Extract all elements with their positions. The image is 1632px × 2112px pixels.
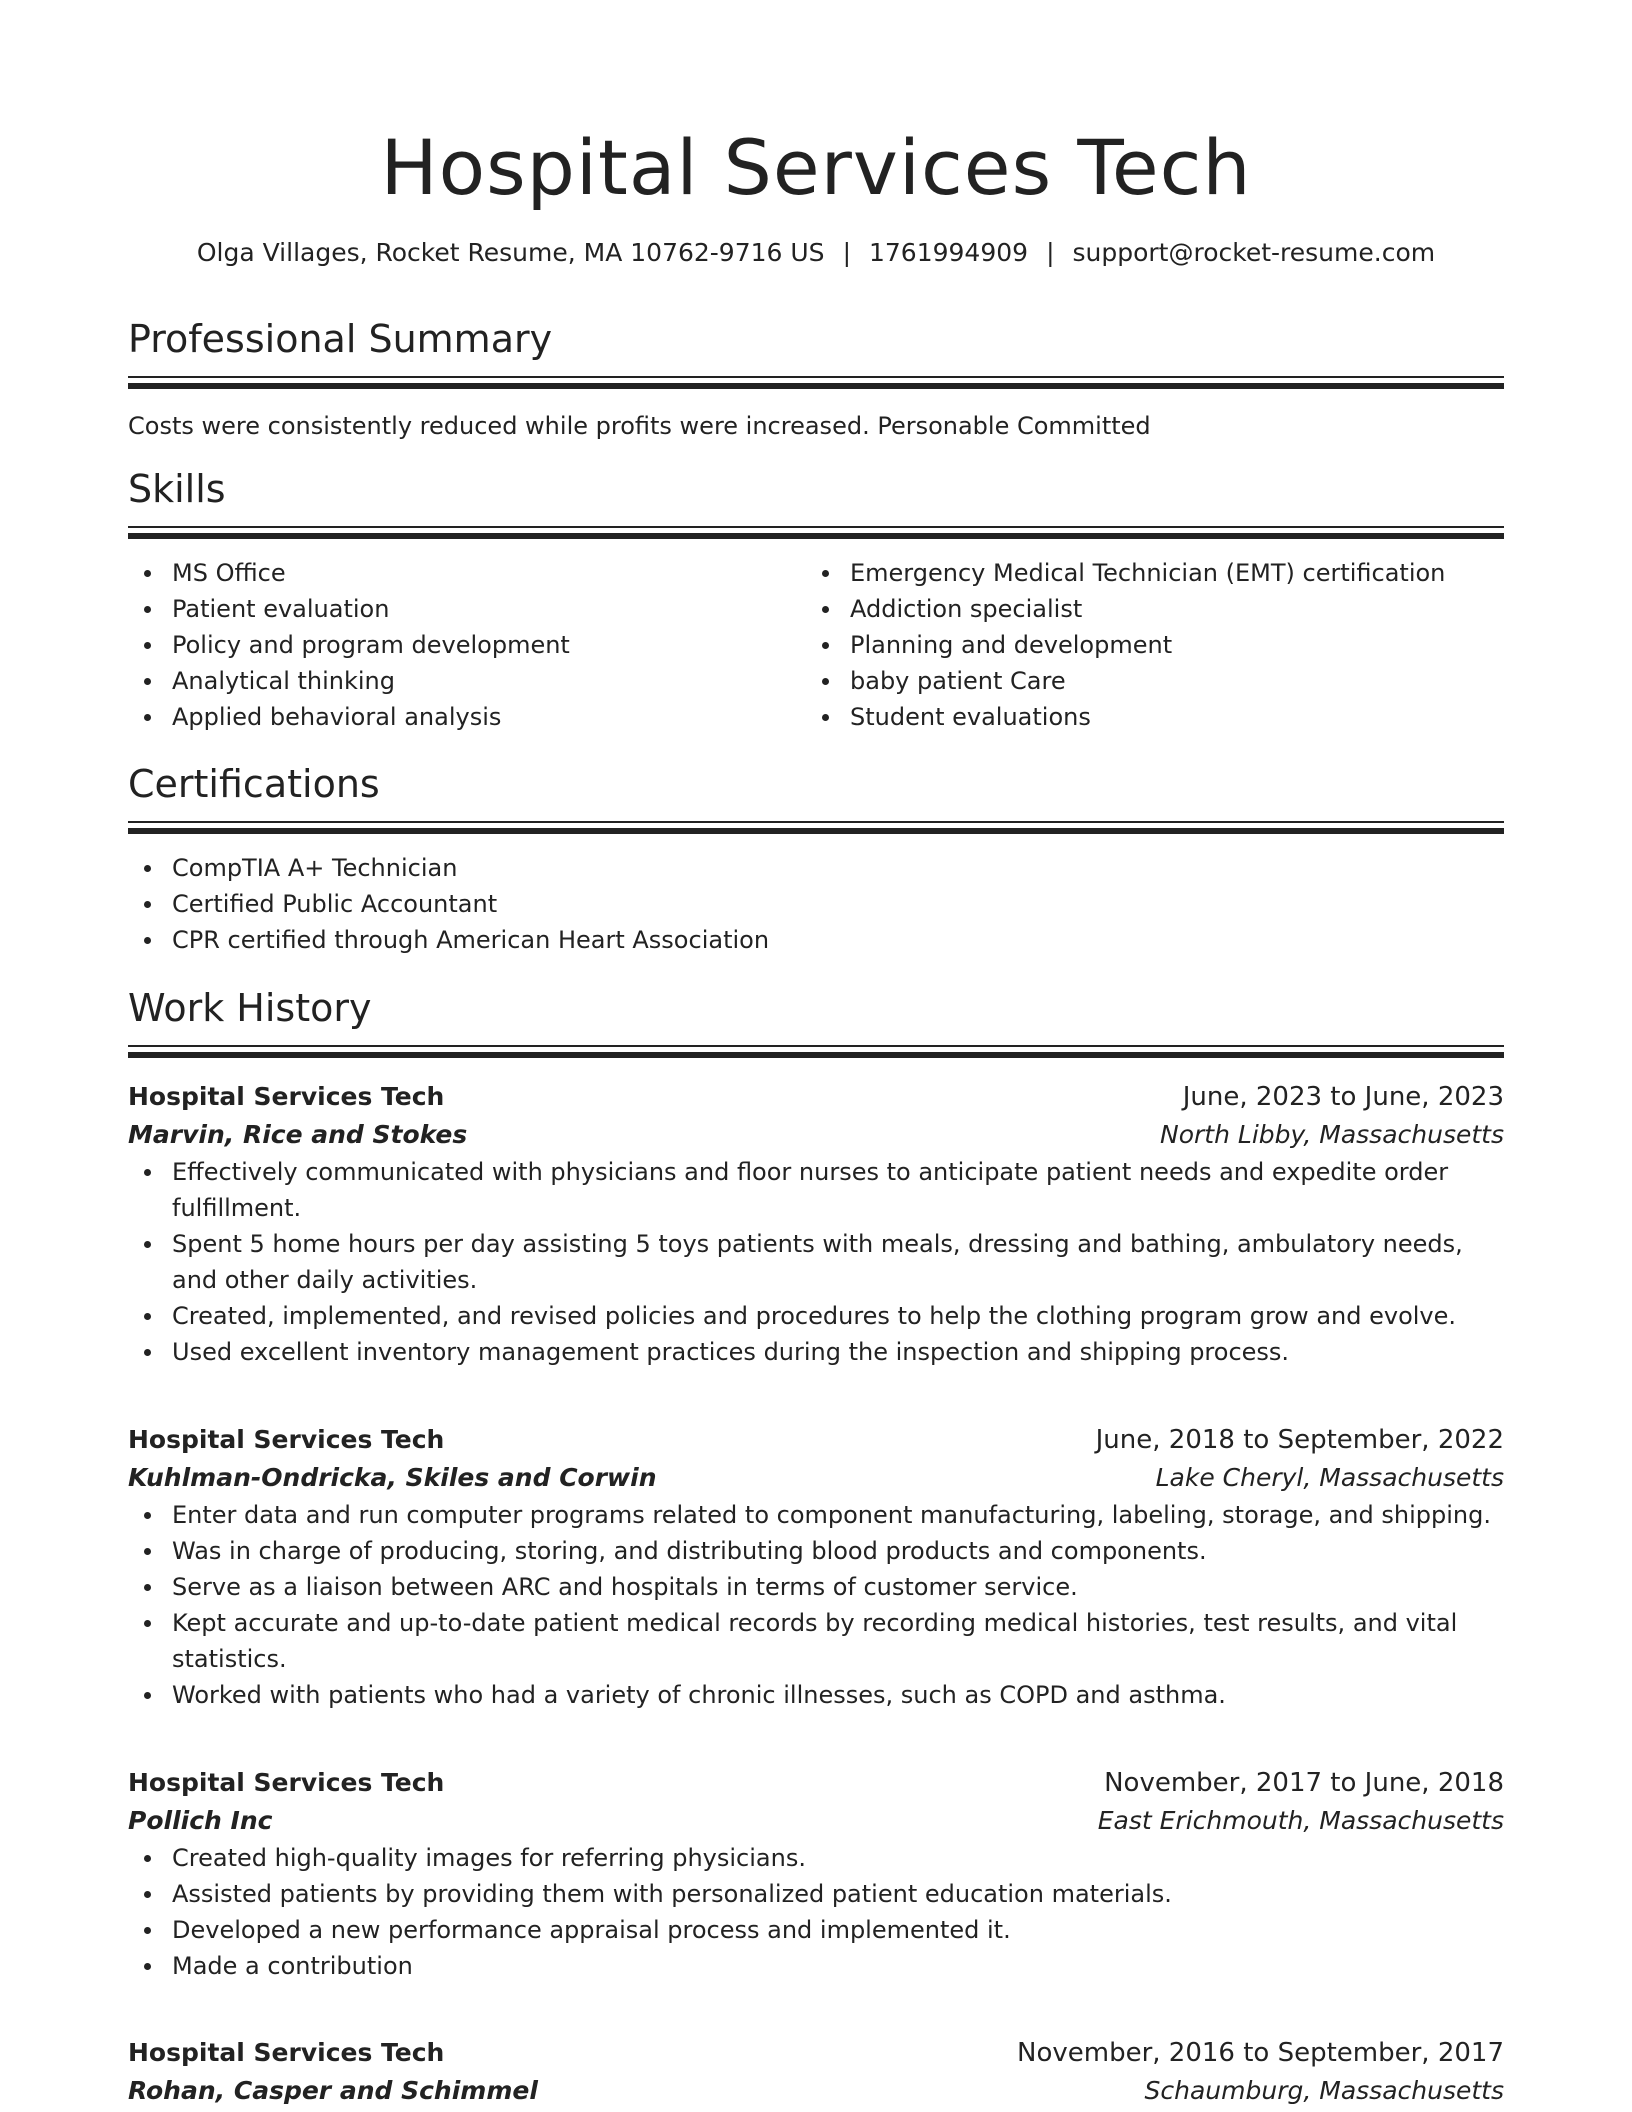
skill-item: MS Office — [128, 555, 806, 591]
job-bullet: Worked with patients who had a variety of chronic illnesses, such as COPD and asthma. — [128, 1677, 1504, 1713]
job-header — [128, 1764, 1504, 1802]
job-bullet: Was in charge of producing, storing, and distributing blood products and components. — [128, 1533, 1504, 1569]
job-title: Hospital Services Tech — [128, 1768, 445, 1797]
certification-item: Certified Public Accountant — [128, 886, 1504, 922]
section-divider — [128, 526, 1504, 539]
contact-separator: | — [842, 238, 851, 267]
job-location: Lake Cheryl, Massachusetts — [1155, 1463, 1504, 1492]
job-entry — [128, 1421, 1504, 1713]
skills-list-left — [128, 555, 806, 735]
job-header — [128, 2034, 1504, 2072]
job-subheader — [128, 1116, 1504, 1154]
certifications-list — [128, 850, 1504, 958]
job-entry — [128, 1764, 1504, 1984]
contact-address: Olga Villages, Rocket Resume, MA 10762-9716 US — [196, 238, 825, 267]
job-subheader — [128, 1459, 1504, 1497]
skill-item: baby patient Care — [806, 663, 1484, 699]
section-divider — [128, 1045, 1504, 1058]
job-bullets — [128, 1497, 1504, 1713]
job-bullet: Made a contribution — [128, 1948, 1504, 1984]
section-title-work: Work History — [128, 986, 372, 1030]
job-header — [128, 1078, 1504, 1116]
resume-page — [128, 0, 1504, 2105]
job-location: North Libby, Massachusetts — [1160, 1120, 1504, 1149]
job-company: Rohan, Casper and Schimmel — [128, 2076, 538, 2105]
summary-section — [128, 314, 1504, 443]
section-title-certifications: Certifications — [128, 762, 380, 806]
job-bullet: Serve as a liaison between ARC and hospitals in terms of customer service. — [128, 1569, 1504, 1605]
job-subheader — [128, 2072, 1504, 2110]
job-dates: November, 2017 to June, 2018 — [1104, 1768, 1504, 1798]
skills-list-right — [806, 555, 1484, 735]
section-divider — [128, 821, 1504, 834]
skill-item: Patient evaluation — [128, 591, 806, 627]
job-bullet: Used excellent inventory management practices during the inspection and shipping process. — [128, 1334, 1504, 1370]
job-bullets — [128, 1154, 1504, 1370]
skill-item: Planning and development — [806, 627, 1484, 663]
section-title-summary: Professional Summary — [128, 317, 553, 361]
resume-name: Hospital Services Tech — [380, 123, 1252, 212]
skill-item: Analytical thinking — [128, 663, 806, 699]
job-bullet: Created, implemented, and revised policies and procedures to help the clothing program grow and evolve. — [128, 1298, 1504, 1334]
job-title: Hospital Services Tech — [128, 2038, 445, 2067]
job-subheader — [128, 1802, 1504, 1840]
job-bullets — [128, 1840, 1504, 1984]
job-entry — [128, 2034, 1504, 2110]
job-bullet: Assisted patients by providing them with personalized patient education materials. — [128, 1876, 1504, 1912]
certifications-section — [128, 759, 1504, 958]
job-title: Hospital Services Tech — [128, 1082, 445, 1111]
contact-phone: 1761994909 — [869, 238, 1029, 267]
skills-section — [128, 464, 1504, 735]
job-title: Hospital Services Tech — [128, 1425, 445, 1454]
job-company: Kuhlman-Ondricka, Skiles and Corwin — [128, 1463, 657, 1492]
skills-grid — [128, 555, 1504, 735]
job-dates: June, 2018 to September, 2022 — [1095, 1425, 1504, 1455]
skill-item: Applied behavioral analysis — [128, 699, 806, 735]
job-company: Marvin, Rice and Stokes — [128, 1120, 468, 1149]
section-title-skills: Skills — [128, 467, 226, 511]
job-bullet: Effectively communicated with physicians and floor nurses to anticipate patient needs and expedite order fulfillment. — [128, 1154, 1504, 1226]
job-entry — [128, 1078, 1504, 1370]
contact-email: support@rocket-resume.com — [1072, 238, 1436, 267]
job-bullet: Created high-quality images for referring physicians. — [128, 1840, 1504, 1876]
skill-item: Policy and program development — [128, 627, 806, 663]
job-header — [128, 1421, 1504, 1459]
certification-item: CompTIA A+ Technician — [128, 850, 1504, 886]
job-bullet: Developed a new performance appraisal process and implemented it. — [128, 1912, 1504, 1948]
contact-separator: | — [1046, 238, 1055, 267]
skill-item: Addiction specialist — [806, 591, 1484, 627]
job-dates: June, 2023 to June, 2023 — [1182, 1082, 1504, 1112]
certification-item: CPR certified through American Heart Association — [128, 922, 1504, 958]
job-company: Pollich Inc — [128, 1806, 273, 1835]
job-bullet: Kept accurate and up-to-date patient medical records by recording medical histories, test results, and vital statistics. — [128, 1605, 1504, 1677]
job-location: East Erichmouth, Massachusetts — [1097, 1806, 1504, 1835]
job-dates: November, 2016 to September, 2017 — [1017, 2038, 1504, 2068]
contact-line — [128, 236, 1504, 270]
section-divider — [128, 376, 1504, 389]
work-section — [128, 983, 1504, 1058]
skill-item: Emergency Medical Technician (EMT) certification — [806, 555, 1484, 591]
summary-text: Costs were consistently reduced while profits were increased. Personable Committed — [128, 412, 1151, 440]
job-bullet: Enter data and run computer programs related to component manufacturing, labeling, storage, and shipping. — [128, 1497, 1504, 1533]
skill-item: Student evaluations — [806, 699, 1484, 735]
job-bullet: Spent 5 home hours per day assisting 5 toys patients with meals, dressing and bathing, ambulatory needs, and other daily activities. — [128, 1226, 1504, 1298]
job-location: Schaumburg, Massachusetts — [1144, 2076, 1504, 2105]
